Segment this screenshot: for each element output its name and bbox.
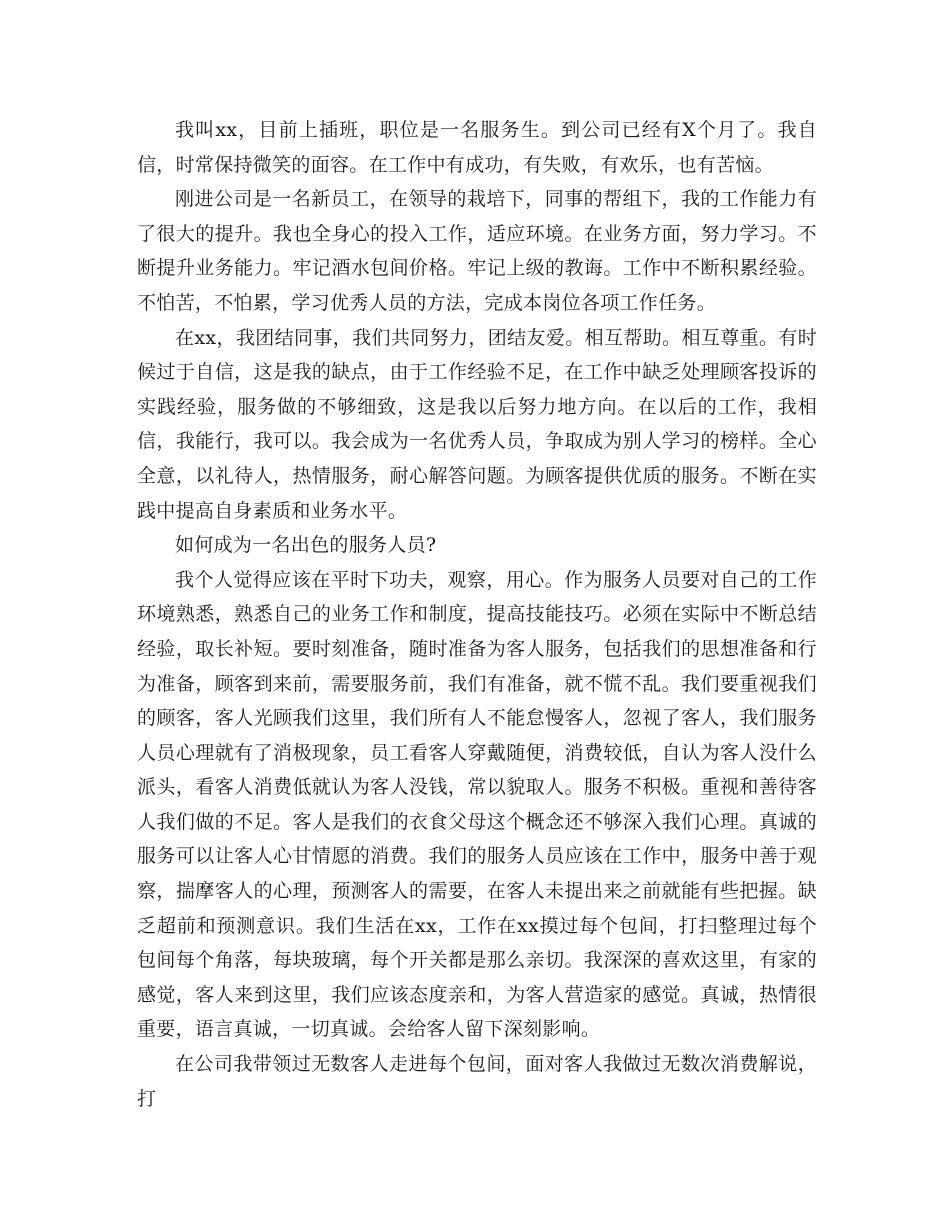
paragraph-closing: 在公司我带领过无数客人走进每个包间，面对客人我做过无数次消费解说，打: [137, 1053, 817, 1110]
paragraph-answer: 我个人觉得应该在平时下功夫，观察，用心。作为服务人员要对自己的工作环境熟悉，熟悉自己的业务工作和制度，提高技能技巧。必须在实际中不断总结经验，取长补短。要时刻准备，随时准备为客人服务，包括我们的思想准备和行为准备，顾客到来前，需要服务前，我们有准备，就不慌不乱。我们要重视我们的顾客，客人光顾我们这里，我们所有人不能怠慢客人，忽视了客人，我们服务人员心理就有了消极现象，员工看客人穿戴随便，消费较低，自认为客人没什么派头，看客人消费低就认为客人没钱，常以貌取人。服务不积极。重视和善待客人我们做的不足。客人是我们的衣食父母这个概念还不够深入我们心理。真诚的服务可以让客人心甘情愿的消费。我们的服务人员应该在工作中，服务中善于观察，揣摩客人的心理，预测客人的需要，在客人未提出来之前就能有些把握。缺乏超前和预测意识。我们生活在xx，工作在xx摸过每个包间，打扫整理过每个包间每个角落，每块玻璃，每个开关都是那么亲切。我深深的喜欢这里，有家的感觉，客人来到这里，我们应该态度亲和，为客人营造家的感觉。真诚，热情很重要，语言真诚，一切真诚。会给客人留下深刻影响。: [137, 568, 817, 1041]
paragraph-growth: 刚进公司是一名新员工，在领导的栽培下，同事的帮组下，我的工作能力有了很大的提升。我也全身心的投入工作，适应环境。在业务方面，努力学习。不断提升业务能力。牢记酒水包间价格。牢记上级的教诲。工作中不断积累经验。不怕苦，不怕累，学习优秀人员的方法，完成本岗位各项工作任务。: [137, 188, 817, 314]
document-body: [137, 113, 817, 1116]
paragraph-teamwork: 在xx，我团结同事，我们共同努力，团结友爱。相互帮助。相互尊重。有时候过于自信，这是我的缺点，由于工作经验不足，在工作中缺乏处理顾客投诉的实践经验，服务做的不够细致，这是我以后努力地方向。在以后的工作，我相信，我能行，我可以。我会成为一名优秀人员，争取成为别人学习的榜样。全心全意，以礼待人，热情服务，耐心解答问题。为顾客提供优质的服务。不断在实践中提高自身素质和业务水平。: [137, 326, 817, 522]
paragraph-question: 如何成为一名出色的服务人员?: [175, 534, 437, 557]
paragraph-intro: 我叫xx，目前上插班，职位是一名服务生。到公司已经有X个月了。我自信，时常保持微笑的面容。在工作中有成功，有失败，有欢乐，也有苦恼。: [137, 119, 817, 176]
